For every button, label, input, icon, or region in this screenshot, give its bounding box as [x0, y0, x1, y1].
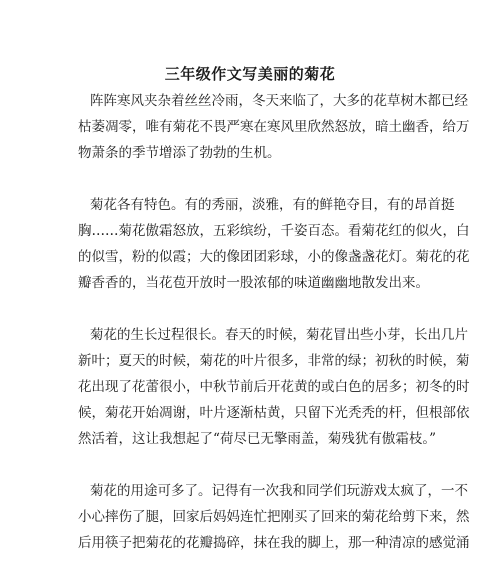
- paragraph-line: 的似雪，粉的似霞；大的像团团彩球，小的像盏盏花灯。菊花的花: [78, 249, 470, 265]
- paragraph-2: [78, 192, 470, 296]
- paragraph-3: [78, 322, 470, 452]
- paragraph-line: 花出现了花蕾很小，中秋节前后开花黄的或白色的居多；初冬的时: [78, 379, 470, 395]
- paragraph-line: 新叶；夏天的时候，菊花的叶片很多，非常的绿；初秋的时候，菊: [78, 353, 470, 369]
- document-title: 三年级作文写美丽的菊花: [164, 65, 336, 83]
- paragraph-line: 枯萎凋零，唯有菊花不畏严寒在寒风里欣然怒放，暗土幽香，给万: [78, 119, 470, 135]
- paragraph-line: 菊花的生长过程很长。春天的时候，菊花冒出些小芽，长出几片: [90, 327, 468, 343]
- paragraph-4: [78, 478, 470, 556]
- paragraph-line: 胸……菊花傲霜怒放，五彩缤纷，千姿百态。看菊花红的似火，白: [78, 223, 470, 239]
- paragraph-line: 小心摔伤了腿，回家后妈妈连忙把刚买了回来的菊花给剪下来，然: [78, 509, 470, 525]
- paragraph-line: 菊花的用途可多了。记得有一次我和同学们玩游戏太疯了，一不: [90, 483, 468, 499]
- paragraph-line: 阵阵寒风夹杂着丝丝冷雨，冬天来临了，大多的花草树木都已经: [90, 93, 468, 109]
- paragraph-line: 瓣香香的，当花苞开放时一股浓郁的味道幽幽地散发出来。: [78, 275, 429, 291]
- paragraph-line: 菊花各有特色。有的秀丽，淡雅，有的鲜艳夺目，有的昂首挺: [90, 197, 455, 213]
- paragraph-1: [78, 88, 470, 166]
- paragraph-line: 然活着，这让我想起了“荷尽已无擎雨盖，菊残犹有傲霜枝。”: [78, 431, 437, 447]
- paragraph-line: 后用筷子把菊花的花瓣捣碎，抹在我的脚上，那一种清凉的感觉涌: [78, 535, 470, 551]
- paragraph-line: 候，菊花开始凋谢，叶片逐渐枯黄，只留下光秃秃的杆，但根部依: [78, 405, 470, 421]
- paragraph-line: 物萧条的季节增添了勃勃的生机。: [78, 145, 281, 161]
